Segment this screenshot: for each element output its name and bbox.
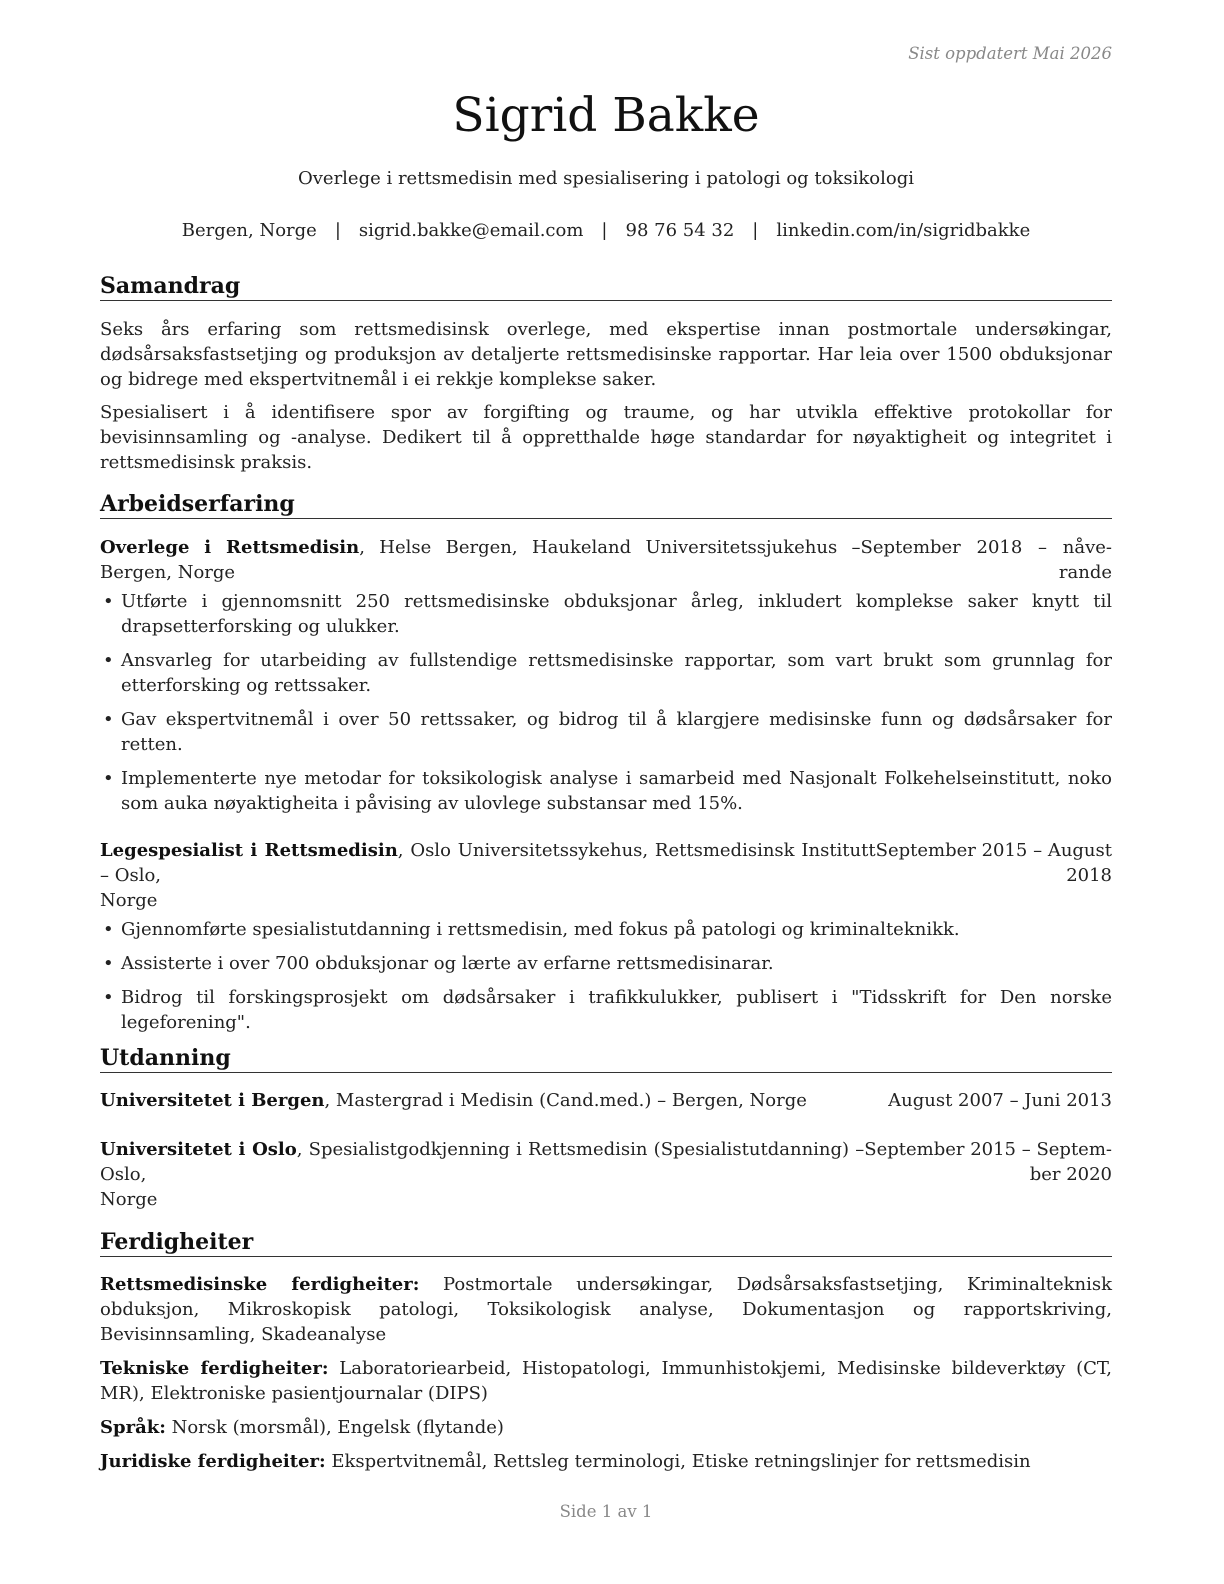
skill-group	[100, 1415, 1112, 1440]
job-header	[100, 838, 1112, 913]
resume-content	[100, 272, 1112, 1474]
section-title-summary: Samandrag	[100, 272, 1112, 301]
contact-location: Bergen, Norge	[181, 220, 317, 241]
job-bullets	[100, 589, 1112, 816]
section-title-experience: Arbeidserfaring	[100, 490, 1112, 519]
section-title-skills: Ferdigheiter	[100, 1228, 1112, 1257]
education-dates: August 2007 – Juni 2013	[888, 1090, 1112, 1111]
education-school: Universitetet i Bergen	[100, 1090, 325, 1111]
job-entry	[100, 535, 1112, 816]
contact-linkedin[interactable]: linkedin.com/in/sigridbakke	[776, 220, 1031, 241]
education-detail: , Mastergrad i Medisin (Cand.med.) – Bergen, Norge	[324, 1090, 807, 1111]
job-role: Legespesialist i Rettsmedisin	[100, 840, 398, 861]
list-item: • Implementerte nye metodar for toksikologisk analyse i samarbeid med Nasjonalt Folkehelseinstitutt, noko som auka nøyaktigheita i påvising av ulovlege substansar med 15%.	[100, 766, 1112, 816]
last-updated: Sist oppdatert Mai 2026	[908, 44, 1112, 63]
job-entry	[100, 838, 1112, 1035]
education-section	[100, 1044, 1112, 1212]
job-bullets	[100, 917, 1112, 1035]
job-dates: September 2015 – August	[875, 840, 1112, 861]
list-item: • Bidrog til forskingsprosjekt om dødsårsaker i trafikkulukker, publisert i "Tidsskrift for Den norske legeforening".	[100, 985, 1112, 1035]
job-place: , Oslo Universitetssykehus, Rettsmedisinsk Institutt – Oslo,	[100, 840, 876, 886]
skill-group	[100, 1356, 1112, 1406]
summary-section	[100, 272, 1112, 475]
section-title-education: Utdanning	[100, 1044, 1112, 1073]
contact-separator: |	[752, 220, 759, 241]
summary-paragraph: Spesialisert i å identifisere spor av forgifting og traume, og har utvikla effektive protokollar for bevisinnsamling og -analyse. Dedikert til å oppretthalde høge standardar for nøyaktigheit og integritet i rettsmedisinsk praksis.	[100, 402, 1112, 473]
skills-section	[100, 1228, 1112, 1474]
job-place: , Helse Bergen, Haukeland Universitetssjukehus – Bergen, Norge	[100, 537, 861, 583]
list-item: • Utførte i gjennomsnitt 250 rettsmedisinske obduksjonar årleg, inkludert komplekse saker knytt til drapsetterforsking og ulukker.	[100, 589, 1112, 639]
person-name: Sigrid Bakke	[452, 88, 760, 143]
list-item: • Gav ekspertvitnemål i over 50 rettssaker, og bidrog til å klargjere medisinske funn og dødsårsaker for retten.	[100, 707, 1112, 757]
skill-group	[100, 1272, 1112, 1347]
job-place-cont: Norge	[100, 890, 158, 911]
list-item: • Assisterte i over 700 obduksjonar og lærte av erfarne rettsmedisinarar.	[100, 951, 1112, 976]
education-entry	[100, 1137, 1112, 1212]
skill-label: Tekniske ferdigheiter:	[100, 1358, 329, 1379]
contact-phone[interactable]: 98 76 54 32	[625, 220, 735, 241]
page-number: Side 1 av 1	[559, 1502, 653, 1521]
education-dates-cont: ber 2020	[1029, 1164, 1112, 1185]
contact-line	[100, 220, 1112, 241]
skill-text: Ekspertvitnemål, Rettsleg terminologi, Etiske retningslinjer for rettsmedisin	[325, 1451, 1031, 1472]
education-school: Universitetet i Oslo	[100, 1139, 297, 1160]
education-entry	[100, 1088, 1112, 1113]
education-dates: September 2015 – Septem-	[864, 1139, 1112, 1160]
contact-separator: |	[601, 220, 608, 241]
skill-text: Norsk (morsmål), Engelsk (flytande)	[165, 1417, 504, 1438]
summary-paragraph: Seks års erfaring som rettsmedisinsk overlege, med ekspertise innan postmortale undersøkingar, dødsårsaksfastsetjing og produksjon av detaljerte rettsmedisinske rapportar. Har leia over 1500 obduksjonar og bidrege med ekspertvitnemål i ei rekkje komplekse saker.	[100, 319, 1112, 390]
job-dates-cont: 2018	[1066, 865, 1112, 886]
headline: Overlege i rettsmedisin med spesialisering i patologi og toksikologi	[297, 168, 914, 189]
job-dates: September 2018 – nåve-	[860, 537, 1112, 558]
contact-email[interactable]: sigrid.bakke@email.com	[358, 220, 584, 241]
education-detail: , Spesialistgodkjenning i Rettsmedisin (Spesialistutdanning) – Oslo,	[100, 1139, 865, 1185]
skill-label: Juridiske ferdigheiter:	[100, 1451, 326, 1472]
list-item: • Ansvarleg for utarbeiding av fullstendige rettsmedisinske rapportar, som vart brukt som grunnlag for etterforsking og rettssaker.	[100, 648, 1112, 698]
job-header	[100, 535, 1112, 585]
education-detail-cont: Norge	[100, 1189, 158, 1210]
experience-section	[100, 490, 1112, 1035]
skill-label: Språk:	[100, 1417, 166, 1438]
skill-text: Laboratoriearbeid, Histopatologi, Immunhistokjemi, Medisinske bildeverktøy (CT, MR), Elektroniske pasientjournalar (DIPS)	[100, 1358, 1112, 1404]
job-dates-cont: rande	[1058, 562, 1112, 583]
list-item: • Gjennomførte spesialistutdanning i rettsmedisin, med fokus på patologi og kriminalteknikk.	[100, 917, 1112, 942]
skill-label: Rettsmedisinske ferdigheiter:	[100, 1274, 420, 1295]
skill-text: Postmortale undersøkingar, Dødsårsaksfastsetjing, Kriminalteknisk obduksjon, Mikroskopisk patologi, Toksikologisk analyse, Dokumentasjon og rapportskriving, Bevisinnsamling, Skadeanalyse	[100, 1274, 1112, 1345]
contact-separator: |	[334, 220, 341, 241]
skill-group	[100, 1449, 1112, 1474]
job-role: Overlege i Rettsmedisin	[100, 537, 360, 558]
